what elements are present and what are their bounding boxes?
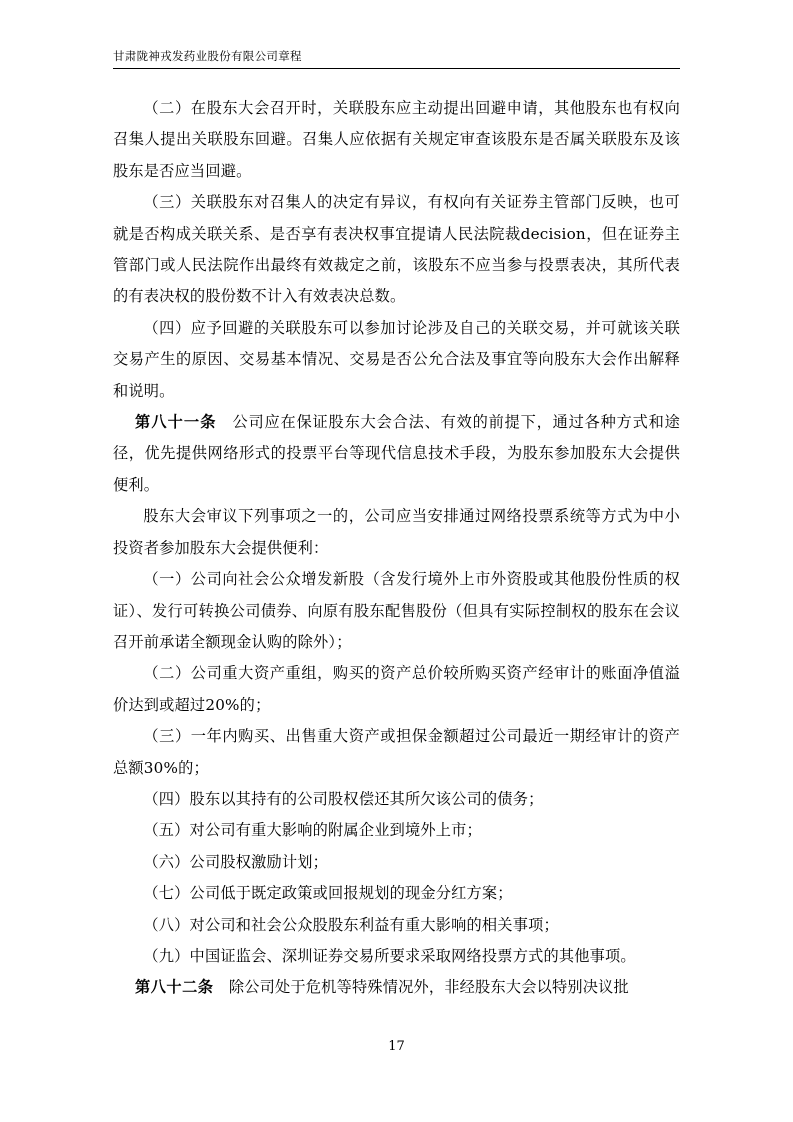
article-paragraph <box>113 972 680 1003</box>
paragraph: （六）公司股权激励计划； <box>143 852 329 871</box>
paragraph: （二）在股东大会召开时，关联股东应主动提出回避申请，其他股东也有权向召集人提出关联股东回避。召集人应依据有关规定审查该股东是否属关联股东及该股东是否应当回避。 <box>113 99 680 180</box>
header-divider <box>113 68 680 69</box>
document-body <box>113 93 680 1004</box>
page-number: 17 <box>388 1039 405 1054</box>
article-text: 除公司处于危机等特殊情况外，非经股东大会以特别决议批 <box>213 978 629 997</box>
paragraph: （一）公司向社会公众增发新股（含发行境外上市外资股或其他股份性质的权证）、发行可转换公司债券、向原有股东配售股份（但具有实际控制权的股东在会议召开前承诺全额现金认购的除外）； <box>113 570 680 651</box>
page-header: 甘肃陇神戎发药业股份有限公司章程 <box>113 49 302 63</box>
article-title: 第八十一条 <box>135 413 217 432</box>
paragraph: （三）一年内购买、出售重大资产或担保金额超过公司最近一期经审计的资产总额30%的； <box>113 727 680 777</box>
paragraph: （四）应予回避的关联股东可以参加讨论涉及自己的关联交易，并可就该关联交易产生的原因、交易基本情况、交易是否公允合法及事宜等向股东大会作出解释和说明。 <box>113 318 680 400</box>
article-paragraph <box>113 407 680 501</box>
paragraph: （二）公司重大资产重组，购买的资产总价较所购买资产经审计的账面净值溢价达到或超过20%的； <box>113 664 680 714</box>
paragraph: （九）中国证监会、深圳证券交易所要求采取网络投票方式的其他事项。 <box>143 946 636 965</box>
paragraph: （五）对公司有重大影响的附属企业到境外上市； <box>143 821 482 840</box>
article-text: 公司应在保证股东大会合法、有效的前提下，通过各种方式和途径，优先提供网络形式的投票平台等现代信息技术手段，为股东参加股东大会提供便利。 <box>113 413 680 494</box>
paragraph: （三）关联股东对召集人的决定有异议，有权向有关证券主管部门反映，也可就是否构成关联关系、是否享有表决权事宜提请人民法院裁decision，但在证券主管部门或人民法院作出最终有效裁定之前，该股东不应当参与投票表决，其所代表的有表决权的股份数不计入有效表决总数。 <box>113 193 680 306</box>
paragraph: （八）对公司和社会公众股股东利益有重大影响的相关事项； <box>143 915 559 934</box>
article-title: 第八十二条 <box>135 978 214 997</box>
paragraph: （七）公司低于既定政策或回报规划的现金分红方案； <box>143 884 513 903</box>
paragraph: 股东大会审议下列事项之一的，公司应当安排通过网络投票系统等方式为中小投资者参加股东大会提供便利： <box>113 507 680 557</box>
paragraph: （四）股东以其持有的公司股权偿还其所欠该公司的债务； <box>143 789 544 808</box>
